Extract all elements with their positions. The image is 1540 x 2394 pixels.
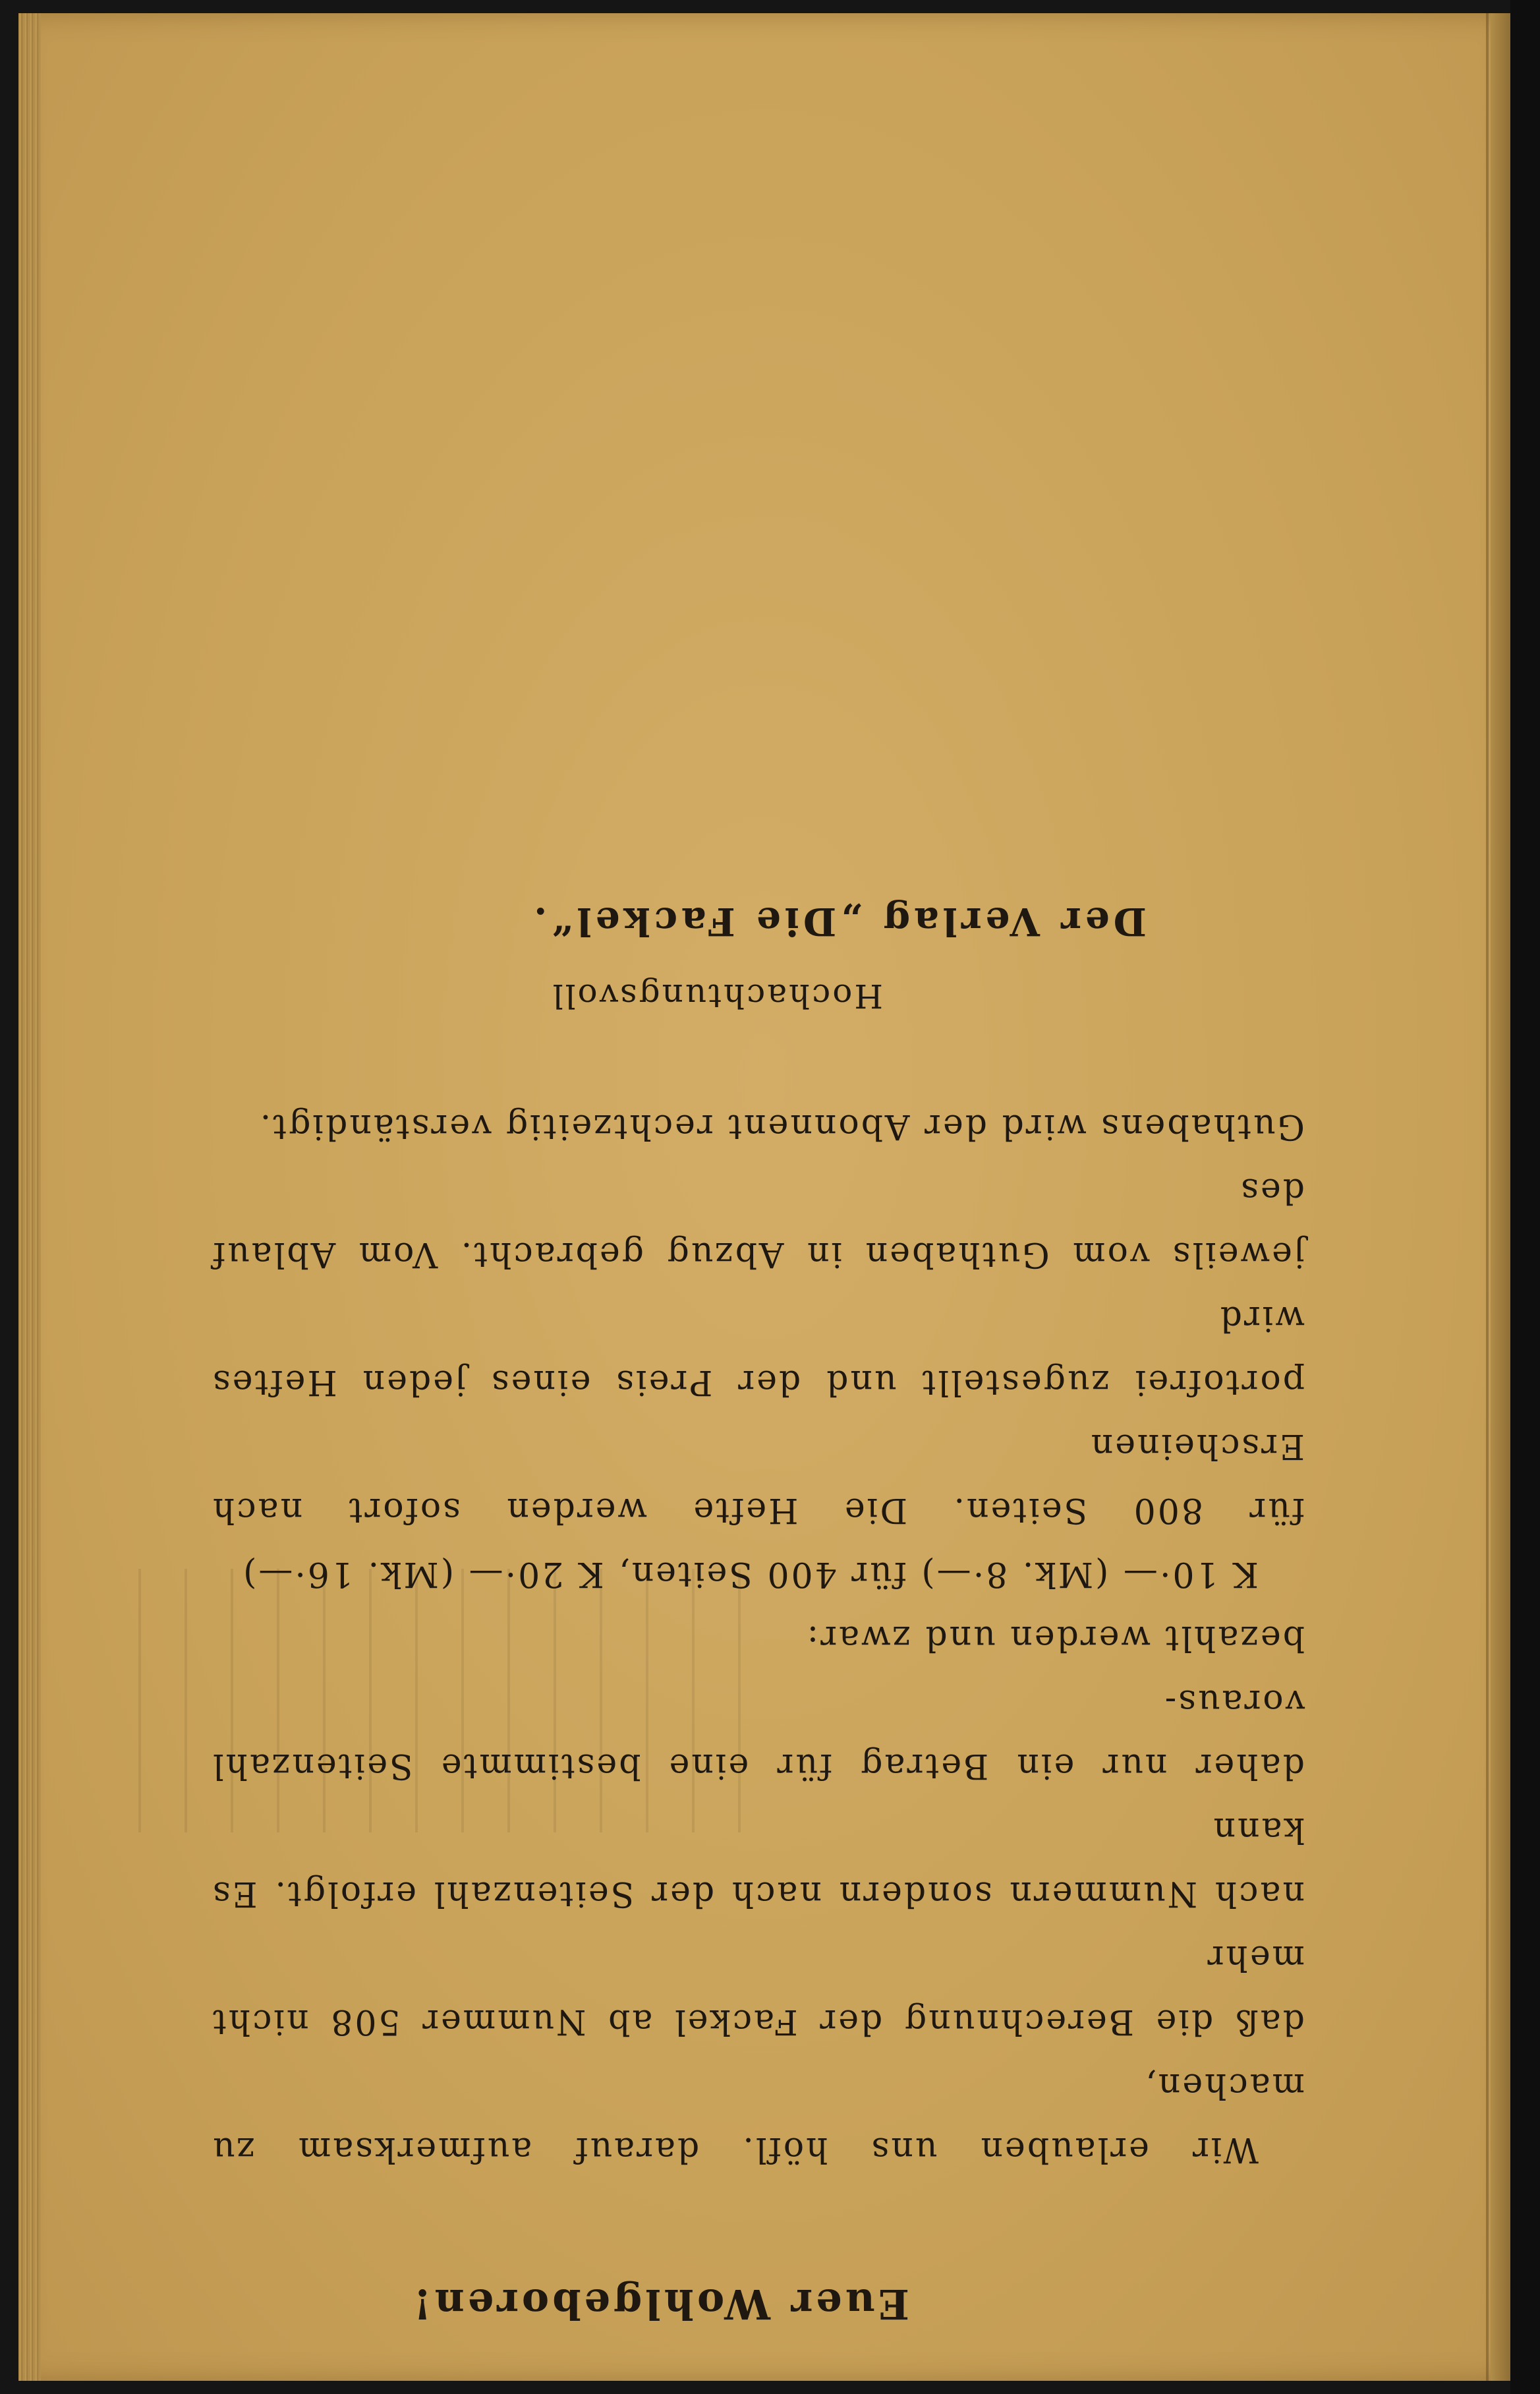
body-line: nach Nummern sondern nach der Seitenzahl erfolgt. Es kann xyxy=(211,1810,1305,1913)
letter-body xyxy=(211,1094,1305,2181)
page-right-edge xyxy=(1491,13,1510,2381)
closing-salutation: Hochachtungsvoll xyxy=(550,977,883,1015)
page-stack-edge xyxy=(18,13,41,2381)
body-line: Wir erlauben uns höfl. darauf aufmerksam zu machen, xyxy=(211,2066,1305,2169)
body-line: K 10·— (Mk. 8·—) für 400 Seiten, K 20·— (Mk. 16·—) xyxy=(241,1554,1259,1594)
greeting: Euer Wohlgeboren! xyxy=(410,2280,909,2328)
body-line: portofrei zugestellt und der Preis eines jeden Heftes wird xyxy=(211,1299,1305,1402)
body-line: für 800 Seiten. Die Hefte werden sofort nach Erscheinen xyxy=(211,1426,1305,1530)
body-line: jeweils vom Guthaben in Abzug gebracht. Vom Ablauf des xyxy=(211,1171,1305,1274)
body-line: daher nur ein Betrag für eine bestimmte Seitenzahl voraus- xyxy=(211,1682,1305,1786)
page-fold xyxy=(1486,13,1489,2381)
letter-content xyxy=(211,672,1305,2328)
scan-background xyxy=(1510,0,1540,2394)
body-line: bezahlt werden und zwar: xyxy=(805,1618,1305,1658)
body-line: Guthabens wird der Abonnent rechtzeitig verständigt. xyxy=(258,1107,1305,1146)
publisher-signature: Der Verlag „Die Fackel“. xyxy=(530,899,1147,944)
body-line: daß die Berechnung der Fackel ab Nummer 508 nicht mehr xyxy=(211,1938,1305,2041)
signature-block xyxy=(211,672,1305,1015)
